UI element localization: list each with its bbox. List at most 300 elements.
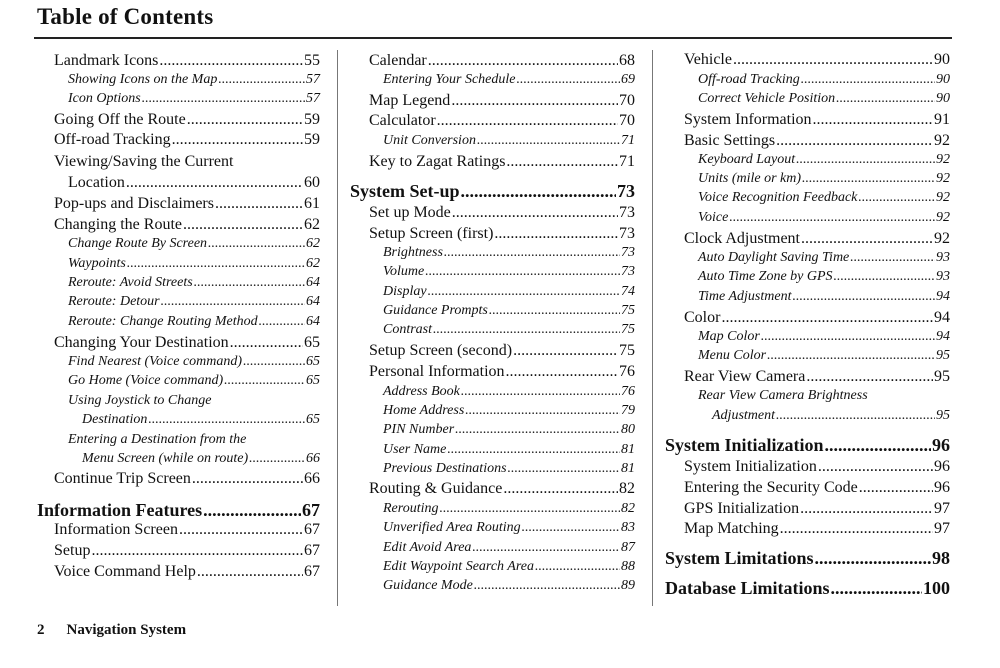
toc-subentry[interactable] <box>698 190 950 206</box>
toc-page-number: 94 <box>934 309 950 326</box>
toc-section-heading[interactable] <box>665 435 950 456</box>
toc-entry[interactable] <box>684 111 950 129</box>
toc-page-number: 65 <box>306 373 320 388</box>
toc-page-number: 73 <box>621 245 635 260</box>
toc-entry-label: User Name <box>383 442 447 457</box>
toc-entry-label: Change Route By Screen <box>68 236 208 251</box>
dot-leader <box>148 412 305 428</box>
toc-entry-label: GPS Initialization <box>684 500 800 517</box>
toc-page-number: 80 <box>621 422 635 437</box>
toc-page-number: 91 <box>934 111 950 128</box>
toc-page-number: 92 <box>936 190 950 205</box>
toc-page-number: 73 <box>619 204 635 221</box>
toc-subentry[interactable] <box>68 236 320 252</box>
toc-entry-continuation: Entering a Destination from the <box>68 432 247 447</box>
toc-page-number: 92 <box>936 210 950 225</box>
toc-entry-label: System Initialization <box>665 435 824 455</box>
title-rule <box>34 37 952 39</box>
toc-entry-label: Adjustment <box>712 408 775 423</box>
toc-subentry[interactable] <box>383 303 635 319</box>
toc-subentry[interactable] <box>698 72 950 88</box>
dot-leader <box>172 131 303 149</box>
toc-page-number: 62 <box>306 256 320 271</box>
toc-page-number: 96 <box>934 479 950 496</box>
toc-entry[interactable] <box>684 230 950 248</box>
toc-entry[interactable] <box>54 563 320 581</box>
toc-page-number: 61 <box>304 195 320 212</box>
toc-page-number: 82 <box>621 501 635 516</box>
dot-leader <box>776 408 935 424</box>
toc-entry-label: Rear View Camera <box>684 368 806 385</box>
toc-subentry[interactable] <box>68 294 320 310</box>
dot-leader <box>516 72 620 88</box>
toc-entry-label: Setup Screen (first) <box>369 225 494 242</box>
dot-leader <box>461 181 616 202</box>
dot-leader <box>425 264 620 280</box>
page-title: Table of Contents <box>37 4 214 29</box>
toc-entry-label: Off-road Tracking <box>698 72 800 87</box>
toc-page-number: 95 <box>934 368 950 385</box>
dot-leader <box>508 461 620 477</box>
dot-leader <box>428 52 618 70</box>
toc-entry[interactable] <box>684 309 950 327</box>
dot-leader <box>792 289 935 305</box>
dot-leader <box>836 91 935 107</box>
dot-leader <box>208 236 305 252</box>
toc-entry[interactable] <box>54 131 320 149</box>
toc-page-number: 92 <box>936 152 950 167</box>
toc-page-number: 96 <box>932 435 950 455</box>
toc-entry[interactable] <box>684 51 950 69</box>
dot-leader <box>513 342 618 360</box>
toc-entry-label: Auto Time Zone by GPS <box>698 269 833 284</box>
dot-leader <box>489 303 620 319</box>
dot-leader <box>451 92 618 110</box>
toc-entry-label: Clock Adjustment <box>684 230 800 247</box>
toc-subentry[interactable] <box>383 422 635 438</box>
toc-entry-label: Menu Screen (while on route) <box>82 451 249 466</box>
dot-leader <box>437 112 618 130</box>
toc-page-number: 71 <box>619 153 635 170</box>
toc-entry[interactable] <box>369 153 635 171</box>
toc-subentry[interactable] <box>383 578 635 594</box>
toc-page-number: 83 <box>621 520 635 535</box>
toc-entry-label: Vehicle <box>684 51 732 68</box>
dot-leader <box>802 171 935 187</box>
toc-entry[interactable] <box>369 204 635 222</box>
toc-entry-label: Map Color <box>698 329 760 344</box>
toc-entry[interactable] <box>369 480 635 498</box>
toc-subentry[interactable] <box>383 72 635 88</box>
dot-leader <box>428 284 620 300</box>
toc-entry-label: Voice Command Help <box>54 563 196 580</box>
toc-page-number: 73 <box>617 181 635 201</box>
dot-leader <box>776 132 933 150</box>
toc-entry-label: Address Book <box>383 384 460 399</box>
dot-leader <box>834 269 935 285</box>
dot-leader <box>813 111 933 129</box>
toc-entry-label: Display <box>383 284 427 299</box>
dot-leader <box>780 520 933 538</box>
toc-page-number: 68 <box>619 52 635 69</box>
toc-entry-label: Guidance Prompts <box>383 303 488 318</box>
dot-leader <box>733 51 933 69</box>
toc-subentry[interactable] <box>712 408 950 424</box>
dot-leader <box>729 210 935 226</box>
toc-page-number: 75 <box>621 322 635 337</box>
toc-subentry[interactable] <box>383 403 635 419</box>
toc-page-number: 97 <box>934 520 950 537</box>
toc-entry[interactable] <box>369 52 635 70</box>
toc-entry[interactable] <box>369 225 635 243</box>
toc-entry[interactable] <box>54 216 320 234</box>
toc-entry-label: Time Adjustment <box>698 289 792 304</box>
toc-page-number: 62 <box>304 216 320 233</box>
dot-leader <box>815 548 932 569</box>
toc-entry-label: Guidance Mode <box>383 578 473 593</box>
toc-page-number: 95 <box>936 348 950 363</box>
dot-leader <box>721 309 933 327</box>
dot-leader <box>444 245 620 261</box>
dot-leader <box>767 348 935 364</box>
toc-page-number: 94 <box>936 289 950 304</box>
toc-subentry[interactable] <box>698 91 950 107</box>
toc-subentry[interactable] <box>698 329 950 345</box>
toc-entry-label: Rerouting <box>383 501 439 516</box>
toc-page-number: 73 <box>619 225 635 242</box>
toc-entry-continuation: Using Joystick to Change <box>68 393 212 408</box>
toc-entry-continuation: Rear View Camera Brightness <box>698 388 868 403</box>
toc-entry-label: Off-road Tracking <box>54 131 171 148</box>
toc-entry-label: Pop-ups and Disclaimers <box>54 195 214 212</box>
dot-leader <box>159 52 303 70</box>
toc-subentry[interactable] <box>383 520 635 536</box>
dot-leader <box>850 250 935 266</box>
dot-leader <box>215 195 303 213</box>
toc-subentry[interactable] <box>383 501 635 517</box>
toc-page-number: 67 <box>304 521 320 538</box>
toc-page-number: 57 <box>306 72 320 87</box>
column-divider <box>337 50 338 606</box>
toc-page-number: 69 <box>621 72 635 87</box>
toc-entry-label: Menu Color <box>698 348 767 363</box>
dot-leader <box>818 458 933 476</box>
toc-entry-label: Personal Information <box>369 363 505 380</box>
toc-entry-label: Information Features <box>37 500 203 520</box>
toc-subentry[interactable] <box>698 269 950 285</box>
dot-leader <box>506 153 618 171</box>
toc-entry-label: Changing Your Destination <box>54 334 229 351</box>
dot-leader <box>825 435 931 456</box>
toc-entry[interactable] <box>54 521 320 539</box>
toc-entry-label: Changing the Route <box>54 216 182 233</box>
toc-entry-label: Map Legend <box>369 92 451 109</box>
dot-leader <box>194 275 305 291</box>
toc-page-number: 97 <box>934 500 950 517</box>
toc-entry-label: Edit Avoid Area <box>383 540 472 555</box>
toc-page-number: 67 <box>304 563 320 580</box>
toc-page-number: 92 <box>934 132 950 149</box>
toc-page-number: 74 <box>621 284 635 299</box>
toc-page-number: 71 <box>621 133 635 148</box>
dot-leader <box>433 322 620 338</box>
toc-entry[interactable] <box>54 111 320 129</box>
dot-leader <box>259 314 305 330</box>
dot-leader <box>474 578 620 594</box>
toc-subentry[interactable] <box>383 322 635 338</box>
toc-entry-label: Destination <box>82 412 148 427</box>
toc-entry-label: System Limitations <box>665 548 814 568</box>
toc-page-number: 87 <box>621 540 635 555</box>
toc-page-number: 57 <box>306 91 320 106</box>
toc-entry-label: PIN Number <box>383 422 455 437</box>
dot-leader <box>243 354 305 370</box>
dot-leader <box>472 540 620 556</box>
toc-entry-label: Map Matching <box>684 520 779 537</box>
toc-entry-label: Showing Icons on the Map <box>68 72 218 87</box>
toc-entry-label: Landmark Icons <box>54 52 159 69</box>
toc-entry[interactable] <box>369 112 635 130</box>
toc-subentry[interactable] <box>82 412 320 428</box>
toc-entry-label: Edit Waypoint Search Area <box>383 559 534 574</box>
toc-entry-label: Set up Mode <box>369 204 451 221</box>
dot-leader <box>465 403 620 419</box>
toc-entry-label: Routing & Guidance <box>369 480 503 497</box>
toc-page-number: 96 <box>934 458 950 475</box>
toc-subentry[interactable] <box>68 91 320 107</box>
toc-section-heading[interactable] <box>665 578 950 599</box>
toc-page-number: 93 <box>936 250 950 265</box>
dot-leader <box>192 470 303 488</box>
toc-entry-label: Icon Options <box>68 91 141 106</box>
toc-page-number: 70 <box>619 92 635 109</box>
toc-entry-label: Entering Your Schedule <box>383 72 516 87</box>
dot-leader <box>91 542 303 560</box>
toc-page-number: 75 <box>619 342 635 359</box>
toc-page-number: 70 <box>619 112 635 129</box>
toc-page-number: 93 <box>936 269 950 284</box>
footer-section-name: Navigation System <box>66 622 187 638</box>
toc-page-number: 81 <box>621 442 635 457</box>
toc-entry[interactable] <box>684 479 950 497</box>
toc-section-heading[interactable] <box>37 500 320 521</box>
toc-subentry[interactable] <box>68 72 320 88</box>
toc-subentry[interactable] <box>383 245 635 261</box>
toc-entry-label: Voice <box>698 210 729 225</box>
toc-entry-label: Basic Settings <box>684 132 776 149</box>
toc-entry-label: Reroute: Change Routing Method <box>68 314 258 329</box>
toc-entry[interactable] <box>369 363 635 381</box>
toc-entry[interactable] <box>54 334 320 352</box>
toc-subentry[interactable] <box>383 133 635 149</box>
toc-entry-label: Correct Vehicle Position <box>698 91 836 106</box>
toc-entry[interactable] <box>54 470 320 488</box>
dot-leader <box>831 578 922 599</box>
toc-entry[interactable] <box>68 174 320 192</box>
toc-page-number: 64 <box>306 314 320 329</box>
toc-entry-label: Reroute: Detour <box>68 294 160 309</box>
toc-subentry[interactable] <box>698 250 950 266</box>
toc-page-number: 59 <box>304 111 320 128</box>
toc-page-number: 90 <box>936 72 950 87</box>
toc-subentry[interactable] <box>698 289 950 305</box>
toc-page-number: 90 <box>934 51 950 68</box>
toc-page-number: 66 <box>306 451 320 466</box>
toc-page-number: 65 <box>306 354 320 369</box>
dot-leader <box>203 500 301 521</box>
toc-page-number: 67 <box>302 500 320 520</box>
toc-page-number: 92 <box>934 230 950 247</box>
toc-entry-label: Voice Recognition Feedback <box>698 190 858 205</box>
toc-page-number: 90 <box>936 91 950 106</box>
toc-entry[interactable] <box>684 368 950 386</box>
toc-subentry[interactable] <box>383 461 635 477</box>
toc-subentry[interactable] <box>68 275 320 291</box>
dot-leader <box>187 111 303 129</box>
dot-leader <box>224 373 305 389</box>
toc-entry-label: Waypoints <box>68 256 126 271</box>
toc-subentry[interactable] <box>82 451 320 467</box>
toc-page-number: 92 <box>936 171 950 186</box>
dot-leader <box>477 133 620 149</box>
dot-leader <box>503 480 618 498</box>
toc-entry-label: Setup <box>54 542 91 559</box>
toc-page-number: 59 <box>304 131 320 148</box>
toc-entry[interactable] <box>684 458 950 476</box>
toc-page-number: 81 <box>621 461 635 476</box>
toc-subentry[interactable] <box>68 256 320 272</box>
toc-entry-label: System Set-up <box>350 181 460 201</box>
toc-entry-label: Home Address <box>383 403 465 418</box>
toc-entry-label: Previous Destinations <box>383 461 507 476</box>
toc-entry-label: Volume <box>383 264 425 279</box>
toc-subentry[interactable] <box>383 384 635 400</box>
toc-page-number: 65 <box>306 412 320 427</box>
toc-subentry[interactable] <box>698 348 950 364</box>
toc-entry-label: Unit Conversion <box>383 133 476 148</box>
toc-entry-label: Database Limitations <box>665 578 830 598</box>
toc-entry-label: System Initialization <box>684 458 817 475</box>
toc-subentry[interactable] <box>698 171 950 187</box>
toc-page-number: 89 <box>621 578 635 593</box>
toc-subentry[interactable] <box>383 559 635 575</box>
toc-entry[interactable] <box>54 542 320 560</box>
toc-subentry[interactable] <box>68 354 320 370</box>
toc-page-number: 98 <box>932 548 950 568</box>
toc-page-number: 60 <box>304 174 320 191</box>
dot-leader <box>522 520 620 536</box>
dot-leader <box>126 174 303 192</box>
toc-entry-label: System Information <box>684 111 812 128</box>
toc-page-number: 75 <box>621 303 635 318</box>
toc-page-number: 82 <box>619 480 635 497</box>
dot-leader <box>801 72 935 88</box>
toc-subentry[interactable] <box>383 540 635 556</box>
toc-page-number: 62 <box>306 236 320 251</box>
toc-entry-label: Find Nearest (Voice command) <box>68 354 243 369</box>
dot-leader <box>494 225 618 243</box>
dot-leader <box>455 422 620 438</box>
dot-leader <box>461 384 620 400</box>
dot-leader <box>858 190 935 206</box>
toc-subentry[interactable] <box>68 314 320 330</box>
toc-page-number: 100 <box>923 578 950 598</box>
toc-entry-label: Reroute: Avoid Streets <box>68 275 193 290</box>
dot-leader <box>183 216 303 234</box>
toc-entry-label: Calendar <box>369 52 427 69</box>
dot-leader <box>452 204 618 222</box>
toc-page-number: 64 <box>306 294 320 309</box>
toc-page-number: 67 <box>304 542 320 559</box>
toc-section-heading[interactable] <box>665 548 950 569</box>
toc-entry-label: Go Home (Voice command) <box>68 373 224 388</box>
dot-leader <box>506 363 618 381</box>
dot-leader <box>859 479 933 497</box>
page-footer <box>37 622 186 639</box>
toc-subentry[interactable] <box>698 210 950 226</box>
dot-leader <box>230 334 303 352</box>
toc-entry[interactable] <box>684 132 950 150</box>
toc-entry[interactable] <box>684 520 950 538</box>
toc-page-number: 95 <box>936 408 950 423</box>
toc-entry-label: Information Screen <box>54 521 178 538</box>
toc-entry-label: Brightness <box>383 245 443 260</box>
toc-entry-label: Auto Daylight Saving Time <box>698 250 850 265</box>
dot-leader <box>800 500 933 518</box>
toc-entry-continuation: Viewing/Saving the Current <box>54 153 234 170</box>
toc-entry[interactable] <box>684 500 950 518</box>
toc-entry-label: Key to Zagat Ratings <box>369 153 506 170</box>
toc-entry-label: Going Off the Route <box>54 111 186 128</box>
toc-entry-label: Color <box>684 309 721 326</box>
toc-page-number: 55 <box>304 52 320 69</box>
toc-subentry[interactable] <box>698 152 950 168</box>
toc-entry-label: Contrast <box>383 322 433 337</box>
toc-page-number: 94 <box>936 329 950 344</box>
dot-leader <box>796 152 935 168</box>
column-divider <box>652 50 653 606</box>
dot-leader <box>142 91 305 107</box>
dot-leader <box>761 329 935 345</box>
toc-entry[interactable] <box>54 52 320 70</box>
toc-page-number: 79 <box>621 403 635 418</box>
toc-page-number: 66 <box>304 470 320 487</box>
toc-page-number: 73 <box>621 264 635 279</box>
toc-subentry[interactable] <box>383 442 635 458</box>
toc-section-heading[interactable] <box>350 181 635 202</box>
toc-page-number: 76 <box>619 363 635 380</box>
dot-leader <box>439 501 620 517</box>
dot-leader <box>197 563 303 581</box>
toc-subentry[interactable] <box>68 373 320 389</box>
dot-leader <box>249 451 305 467</box>
dot-leader <box>801 230 933 248</box>
toc-entry[interactable] <box>369 92 635 110</box>
toc-subentry[interactable] <box>383 284 635 300</box>
toc-entry[interactable] <box>54 195 320 213</box>
toc-entry-label: Entering the Security Code <box>684 479 858 496</box>
dot-leader <box>127 256 305 272</box>
dot-leader <box>447 442 620 458</box>
toc-entry-label: Units (mile or km) <box>698 171 802 186</box>
toc-entry-label: Keyboard Layout <box>698 152 796 167</box>
toc-entry[interactable] <box>369 342 635 360</box>
toc-entry-label: Location <box>68 174 125 191</box>
toc-entry-label: Continue Trip Screen <box>54 470 191 487</box>
toc-subentry[interactable] <box>383 264 635 280</box>
dot-leader <box>535 559 620 575</box>
toc-entry-label: Unverified Area Routing <box>383 520 521 535</box>
